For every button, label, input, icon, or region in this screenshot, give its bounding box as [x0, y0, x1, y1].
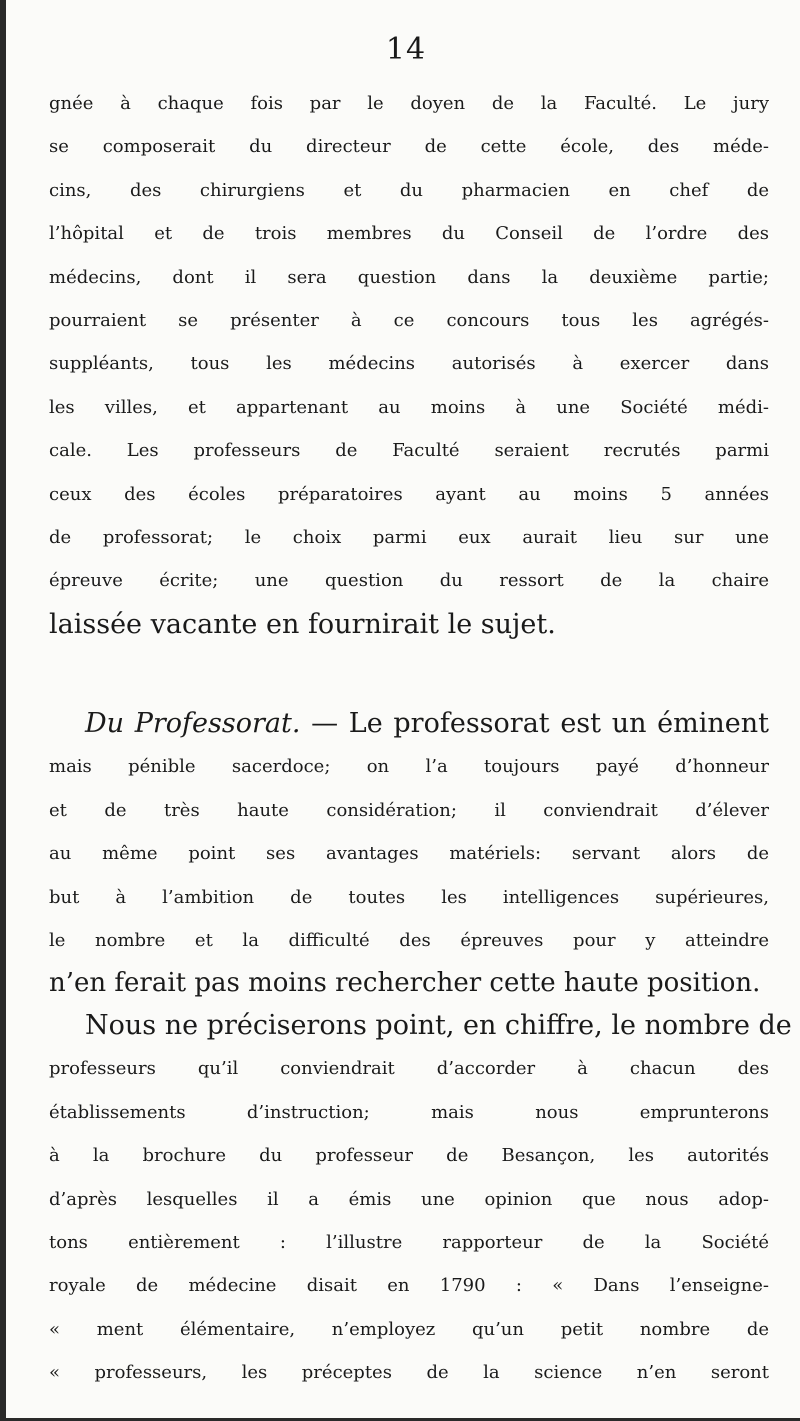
text-line: gnée à chaque fois par le doyen de la Faculté. Le jury	[49, 93, 769, 114]
text-line: mais pénible sacerdoce; on l’a toujours payé d’honneur	[49, 756, 769, 778]
text-line: laissée vacante en fournirait le sujet.	[49, 608, 556, 640]
text-line: médecins, dont il sera question dans la deuxième partie;	[49, 266, 769, 288]
text-line: au même point ses avantages matériels: servant alors de	[49, 843, 769, 865]
text-line: professeurs qu’il conviendrait d’accorder à chacun des	[49, 1058, 769, 1080]
text-line: suppléants, tous les médecins autorisés à exercer dans	[49, 353, 769, 375]
text-line: « professeurs, les préceptes de la science n’en seront	[49, 1362, 769, 1384]
text-line: Nous ne préciserons point, en chiffre, le nombre de	[85, 1010, 792, 1041]
text-line: le nombre et la difficulté des épreuves pour y atteindre	[49, 929, 769, 951]
paragraph-professorat	[49, 702, 769, 1006]
text-line: d’après lesquelles il a émis une opinion que nous adop-	[49, 1188, 769, 1210]
page-number: 14	[385, 32, 427, 67]
text-line: ceux des écoles préparatoires ayant au moins 5 années	[49, 483, 769, 505]
text-line: cins, des chirurgiens et du pharmacien en chef de	[49, 179, 769, 201]
text-line: tons entièrement : l’illustre rapporteur de la Société	[49, 1231, 769, 1253]
text-line: et de très haute considération; il conviendrait d’élever	[49, 799, 769, 821]
text-line	[49, 702, 769, 745]
text-line: les villes, et appartenant au moins à une Société médi-	[49, 396, 769, 418]
text-line: l’hôpital et de trois membres du Conseil de l’ordre des	[49, 223, 769, 245]
text-line: « ment élémentaire, n’employez qu’un petit nombre de	[49, 1318, 769, 1340]
text-line: pourraient se présenter à ce concours tous les agrégés-	[49, 309, 769, 331]
text-line: épreuve écrite; une question du ressort de la chaire	[49, 570, 769, 592]
section-title: Du Professorat.	[85, 708, 301, 739]
text-line: royale de médecine disait en 1790 : « Dans l’enseigne-	[49, 1275, 769, 1297]
text-line: à la brochure du professeur de Besançon, les autorités	[49, 1145, 769, 1167]
text-line: cale. Les professeurs de Faculté seraient recrutés parmi	[49, 440, 769, 462]
paragraph-jury	[49, 82, 769, 646]
text-line: but à l’ambition de toutes les intelligences supérieures,	[49, 886, 769, 908]
paragraph-nombre-professeurs	[49, 1004, 792, 1395]
text-line: n’en ferait pas moins rechercher cette haute position.	[49, 968, 761, 999]
text-line: se composerait du directeur de cette école, des méde-	[49, 136, 769, 158]
text-line: établissements d’instruction; mais nous emprunterons	[49, 1101, 769, 1123]
text-line: de professorat; le choix parmi eux aurait lieu sur une	[49, 526, 769, 548]
section-lead: — Le professorat est un éminent	[311, 708, 769, 739]
